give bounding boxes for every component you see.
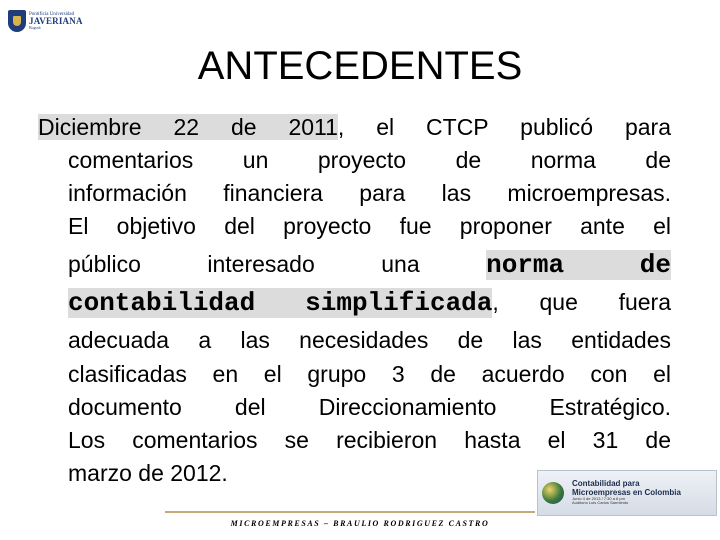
paragraph-line: marzo de 2012. [68,460,228,486]
banner-line-1: Contabilidad para [572,479,640,489]
paragraph-line: Los comentarios se recibieron hasta el 31 de [68,427,671,453]
paragraph-line [68,288,671,318]
paragraph-line: comentarios un proyecto de norma de [68,147,671,173]
footer-divider [165,511,535,513]
paragraph-line: documento del Direccionamiento Estratégico. [68,394,671,420]
line-rest: , el CTCP publicó para [337,114,671,140]
line-rest: , que fuera [492,289,671,315]
university-logo [8,8,84,34]
logo-line-3: Bogotá [29,25,41,30]
paragraph-line: clasificadas en el grupo 3 de acuerdo con el [68,361,671,387]
logo-line-2: JAVERIANA [29,16,83,26]
globe-icon [542,482,564,504]
banner-text [572,480,681,505]
emphasis-highlight: contabilidad simplificada [68,288,493,318]
banner-line-3: Junio 4 de 2013 / 7:30 a 6 pm [572,496,625,502]
banner-line-4: Auditorio Luis Carlos Sarmiento [572,500,629,506]
slide-title: ANTECEDENTES [197,44,523,88]
paragraph-line [68,250,671,280]
date-highlight: Diciembre 22 de 2011 [38,114,338,140]
logo-line-1: Pontificia Universidad [29,12,75,17]
shield-icon [8,10,26,32]
event-banner [537,470,717,516]
line-text: público interesado una [68,251,420,277]
paragraph-line [38,114,671,141]
paragraph-line: El objetivo del proyecto fue proponer ante el [68,213,671,239]
paragraph-line: adecuada a las necesidades de las entidades [68,327,671,353]
banner-line-2: Microempresas en Colombia [572,487,681,497]
paragraph-line: información financiera para las microempresas. [68,180,671,206]
logo-text [29,12,83,30]
footer-text: MICROEMPRESAS – BRAULIO RODRIGUEZ CASTRO [230,519,490,528]
emphasis-highlight: norma de [486,250,672,280]
